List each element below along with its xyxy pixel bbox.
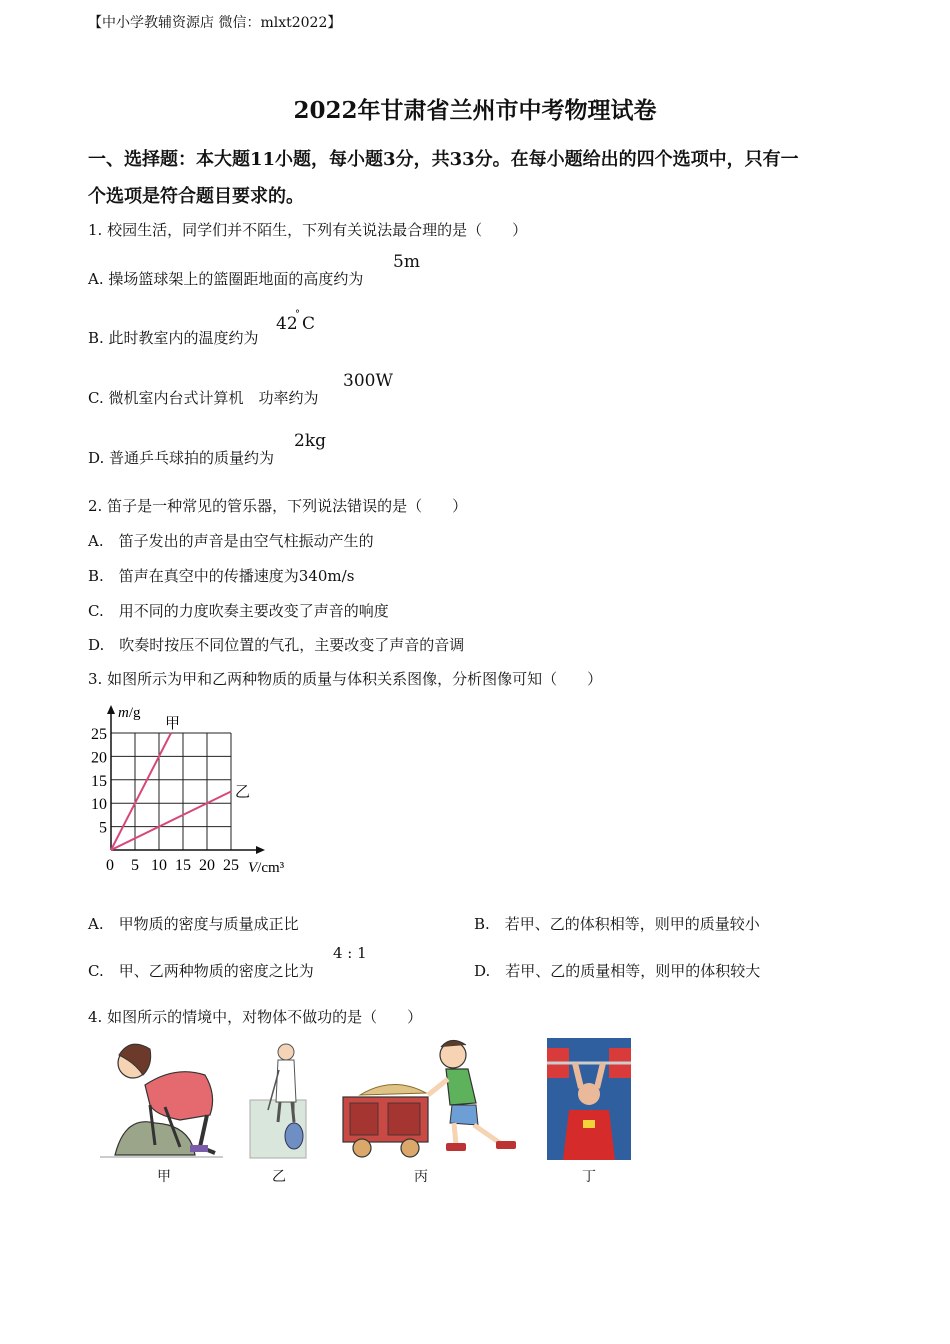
y-axis-label: [118, 705, 141, 721]
y-tick-label: 25: [91, 726, 107, 743]
q2-option-a: A. 笛子发出的声音是由空气柱振动产生的: [88, 532, 374, 550]
q4-stem: 4. 如图所示的情境中，对物体不做功的是（ ）: [88, 1008, 423, 1026]
y-tick-label: 20: [91, 749, 107, 767]
q1-option-c-value: 300W: [343, 371, 393, 391]
chart-lines: [111, 715, 250, 850]
q1-option-b-value: 42: [276, 314, 298, 334]
q2-option-c: C. 用不同的力度吹奏主要改变了声音的响度: [88, 602, 389, 620]
q3-option-d: D. 若甲、乙的质量相等，则甲的体积较大: [474, 962, 761, 980]
q1-option-a-text: A. 操场篮球架上的篮圈距地面的高度约为: [88, 270, 364, 288]
q1-option-c: [88, 387, 318, 408]
illustration-weightlifter: [547, 1038, 631, 1160]
x-axis-label: [248, 860, 285, 876]
x-tick-label: 25: [223, 857, 239, 874]
y-tick-label: 5: [99, 819, 107, 837]
series-label-yi: 乙: [235, 784, 251, 801]
q1-option-c-text: C. 微机室内台式计算机 功率约为: [88, 389, 319, 407]
q3-option-c-ratio: 4 : 1: [333, 944, 367, 962]
q3-option-c: C. 甲、乙两种物质的密度之比为: [88, 962, 314, 980]
y-axis-arrow: [107, 705, 115, 714]
y-tick-label: 15: [91, 772, 107, 790]
x-tick-label: 10: [151, 857, 167, 874]
q2-option-d: D. 吹奏时按压不同位置的气孔，主要改变了声音的音调: [88, 636, 465, 654]
x-tick-label: 5: [131, 857, 139, 874]
q3-option-b: B. 若甲、乙的体积相等，则甲的质量较小: [474, 915, 760, 933]
illustration-man-carrying-bucket: [246, 1040, 308, 1160]
q3-stem: 3. 如图所示为甲和乙两种物质的质量与体积关系图像，分析图像可知（ ）: [88, 670, 603, 688]
q1-option-a: [88, 268, 363, 289]
q1-option-d: [88, 447, 274, 468]
q1-option-d-text: D. 普通乒乓球拍的质量约为: [88, 449, 275, 467]
page-title: 2022年甘肃省兰州市中考物理试卷: [293, 97, 657, 124]
y-axis-var: m: [118, 705, 129, 721]
x-axis-var: V: [248, 860, 258, 876]
chart-tick-labels: [91, 726, 239, 874]
x-tick-label: 15: [175, 857, 191, 874]
series-line-yi: [111, 792, 231, 851]
series-line-jia: [111, 733, 171, 850]
q2-option-b: B. 笛声在真空中的传播速度为340m/s: [88, 567, 355, 585]
q1-option-b-unit: C: [302, 314, 316, 334]
x-axis-unit: /cm³: [257, 860, 285, 876]
q1-option-b: [88, 327, 259, 348]
q1-option-a-value: 5m: [393, 252, 420, 272]
q1-option-d-value: 2kg: [294, 431, 326, 451]
q2-stem: 2. 笛子是一种常见的管乐器，下列说法错误的是（ ）: [88, 497, 468, 515]
header-note: 【中小学教辅资源店 微信：mlxt2022】: [88, 15, 342, 31]
chart-grid: [111, 733, 231, 850]
mass-volume-chart: [84, 700, 304, 880]
section-heading-line2: 个选项是符合题目要求的。: [88, 186, 304, 207]
q4-caption-yi: 乙: [272, 1169, 286, 1185]
q1-stem: 1. 校园生活，同学们并不陌生，下列有关说法最合理的是（ ）: [88, 221, 528, 239]
q4-caption-bing: 丙: [414, 1169, 428, 1185]
q1-option-b-degree: °: [295, 309, 300, 320]
section-heading-line1: 一、选择题：本大题11小题，每小题3分，共33分。在每小题给出的四个选项中，只有一: [88, 149, 799, 170]
q1-option-b-text: B. 此时教室内的温度约为: [88, 329, 259, 347]
illustration-boy-pushing-cart: [338, 1035, 528, 1160]
illustration-girl-lifting-sack: [95, 1035, 225, 1160]
x-tick-label: 20: [199, 857, 215, 874]
origin-label: 0: [106, 857, 114, 874]
q4-caption-jia: 甲: [157, 1169, 171, 1185]
y-axis-unit: /g: [128, 705, 141, 721]
q4-caption-ding: 丁: [582, 1169, 596, 1185]
q3-option-a: A. 甲物质的密度与质量成正比: [88, 915, 299, 933]
x-axis-arrow: [256, 846, 265, 854]
series-label-jia: 甲: [165, 716, 181, 732]
y-tick-label: 10: [91, 796, 107, 814]
